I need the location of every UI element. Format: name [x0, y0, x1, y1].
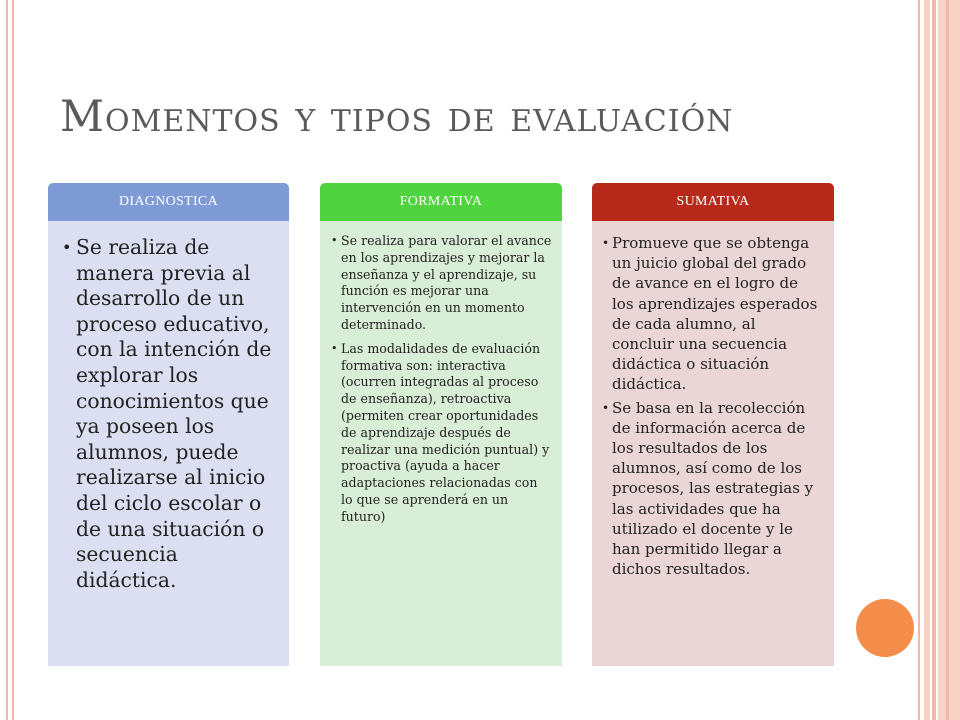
left-border-line-inner: [12, 0, 14, 720]
slide-title: Momentos y tipos de evaluación: [60, 92, 734, 142]
left-border-line-outer: [6, 0, 8, 720]
card-diagnostica-list: [76, 235, 275, 593]
card-diagnostica-header: DIAGNOSTICA: [48, 183, 289, 221]
right-border-stripe-2: [924, 0, 930, 720]
card-diagnostica-body: [48, 221, 289, 666]
card-formativa-list: [341, 233, 552, 526]
list-item: • Promueve que se obtenga un juicio global del grado de avance en el logro de los aprendizajes esperados de cada alumno, al concluir una secuencia didáctica o situación didáctica.: [612, 233, 820, 395]
card-diagnostica: [48, 183, 289, 666]
card-formativa: [320, 183, 562, 666]
list-item: • Las modalidades de evaluación formativa son: interactiva (ocurren integradas al proceso de enseñanza), retroactiva (permiten crear oportunidades de aprendizaje después de realizar una medición puntual) y proactiva (ayuda a hacer adaptaciones relacionadas con lo que se aprenderá en un futuro): [341, 341, 552, 526]
card-sumativa-header: SUMATIVA: [592, 183, 834, 221]
list-item: • Se basa en la recolección de información acerca de los resultados de los alumnos, así como de los procesos, las estrategias y las actividades que ha utilizado el docente y le han permitido llegar a dichos resultados.: [612, 398, 820, 580]
right-border-stripe-5: [946, 0, 949, 720]
card-sumativa-list: [612, 233, 820, 579]
list-item: • Se realiza de manera previa al desarrollo de un proceso educativo, con la intención de explorar los conocimientos que ya poseen los alumnos, puede realizarse al inicio del ciclo escolar o de una situación o secuencia didáctica.: [76, 235, 275, 593]
right-border-stripe-4: [938, 0, 960, 720]
card-sumativa-body: [592, 221, 834, 666]
card-formativa-body: [320, 221, 562, 666]
card-sumativa: [592, 183, 834, 666]
card-formativa-header: FORMATIVA: [320, 183, 562, 221]
list-item: • Se realiza para valorar el avance en los aprendizajes y mejorar la enseñanza y el aprendizaje, su función es mejorar una intervención en un momento determinado.: [341, 233, 552, 334]
right-border-stripe-3: [932, 0, 936, 720]
decorative-orange-circle: [856, 599, 914, 657]
right-border-stripe-1: [918, 0, 920, 720]
